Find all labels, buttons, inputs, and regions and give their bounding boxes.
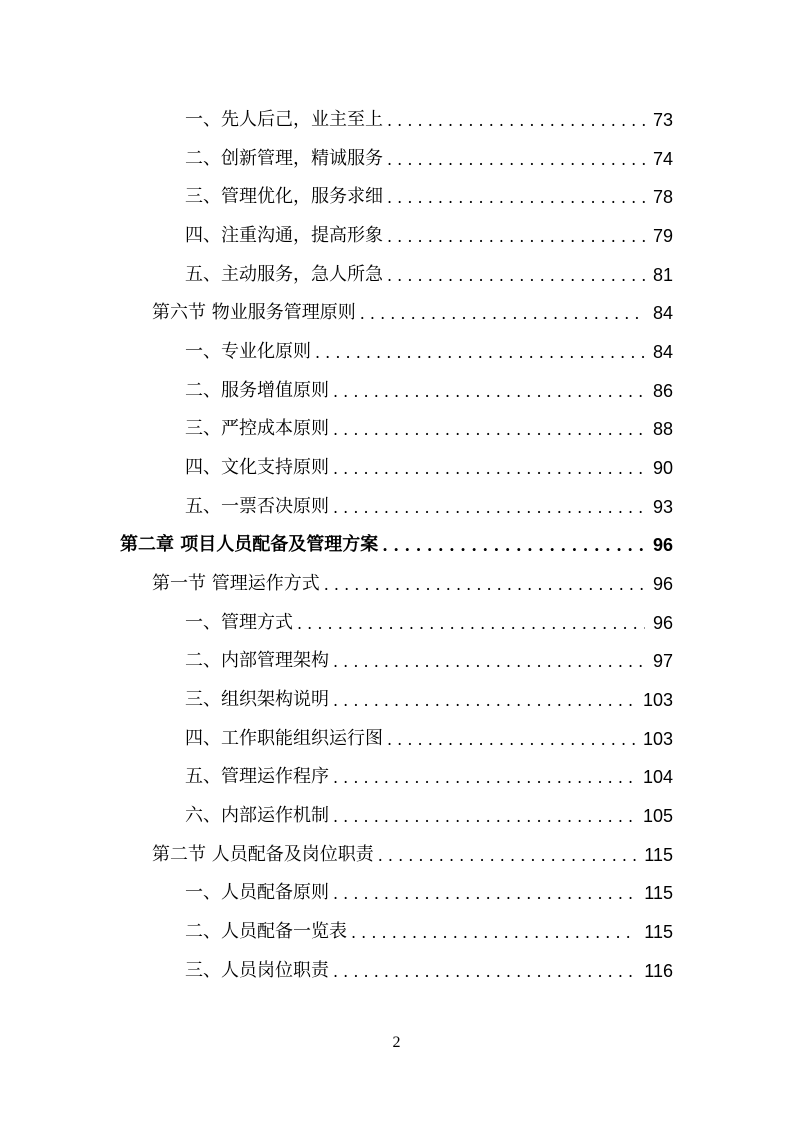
toc-entry[interactable]	[185, 217, 673, 256]
toc-entry-label: 一、人员配备原则	[185, 882, 329, 904]
toc-leader-dots	[333, 770, 635, 786]
toc-entry-label: 一、专业化原则	[185, 341, 311, 363]
toc-leader-dots	[382, 538, 645, 554]
toc-entry-label: 第二节 人员配备及岗位职责	[152, 844, 374, 866]
toc-entry-page: 103	[642, 729, 673, 750]
page-number: 2	[392, 1034, 401, 1051]
toc-leader-dots	[333, 461, 645, 477]
toc-entry-page: 115	[644, 845, 673, 866]
toc-leader-dots	[333, 886, 636, 902]
toc-entry[interactable]	[185, 681, 673, 720]
toc-entry-page: 104	[642, 767, 673, 788]
toc-entry-chapter[interactable]	[120, 526, 673, 565]
toc-entry-page: 79	[652, 226, 673, 247]
toc-entry[interactable]	[185, 642, 673, 681]
toc-leader-dots	[387, 152, 645, 168]
toc-leader-dots	[387, 113, 645, 129]
toc-entry[interactable]	[185, 952, 673, 991]
toc-entry[interactable]	[185, 256, 673, 295]
toc-entry-label: 一、管理方式	[185, 612, 293, 634]
toc-entry[interactable]	[185, 140, 673, 179]
toc-entry-page: 96	[652, 535, 673, 556]
toc-entry-page: 81	[652, 265, 673, 286]
toc-entry-page: 103	[642, 690, 673, 711]
toc-leader-dots	[387, 268, 645, 284]
toc-entry-page: 74	[652, 149, 673, 170]
toc-entry-label: 三、严控成本原则	[185, 418, 329, 440]
toc-leader-dots	[333, 422, 645, 438]
toc-entry-label: 二、服务增值原则	[185, 380, 329, 402]
toc-entry[interactable]	[152, 565, 673, 604]
toc-entry-label: 三、组织架构说明	[185, 689, 329, 711]
toc-entry-page: 88	[652, 419, 673, 440]
toc-entry[interactable]	[185, 913, 673, 952]
toc-leader-dots	[378, 848, 637, 864]
toc-leader-dots	[351, 925, 636, 941]
toc-entry[interactable]	[185, 410, 673, 449]
toc-entry-label: 五、一票否决原则	[185, 496, 329, 518]
toc-entry[interactable]	[185, 604, 673, 643]
toc-entry-page: 116	[644, 961, 673, 982]
toc-entry-page: 115	[644, 883, 673, 904]
toc-entry[interactable]	[185, 178, 673, 217]
toc-entry-page: 86	[652, 381, 673, 402]
toc-entry-page: 115	[644, 922, 673, 943]
toc-entry-page: 97	[652, 651, 673, 672]
toc-entry-page: 90	[652, 458, 673, 479]
toc-entry[interactable]	[185, 720, 673, 759]
toc-entry[interactable]	[152, 294, 673, 333]
toc-leader-dots	[333, 693, 635, 709]
toc-leader-dots	[333, 809, 635, 825]
toc-entry-label: 四、文化支持原则	[185, 457, 329, 479]
toc-entry-page: 93	[652, 497, 673, 518]
toc-entry-label: 一、先人后己，业主至上	[185, 109, 383, 131]
toc-entry[interactable]	[152, 836, 673, 875]
toc-entry[interactable]	[185, 333, 673, 372]
toc-entry[interactable]	[185, 488, 673, 527]
toc-entry-label: 三、管理优化，服务求细	[185, 186, 383, 208]
toc-entry-label: 五、管理运作程序	[185, 766, 329, 788]
toc-entry-label: 六、内部运作机制	[185, 805, 329, 827]
toc-leader-dots	[387, 190, 645, 206]
toc-leader-dots	[315, 345, 645, 361]
toc-entry[interactable]	[185, 372, 673, 411]
toc-entry[interactable]	[185, 449, 673, 488]
toc-leader-dots	[333, 500, 645, 516]
toc-entry-label: 第六节 物业服务管理原则	[152, 302, 356, 324]
toc-leader-dots	[333, 964, 636, 980]
toc-leader-dots	[387, 229, 645, 245]
toc-entry-label: 四、工作职能组织运行图	[185, 728, 383, 750]
toc-entry-label: 二、创新管理，精诚服务	[185, 148, 383, 170]
toc-entry-label: 第一节 管理运作方式	[152, 573, 320, 595]
toc-entry[interactable]	[185, 758, 673, 797]
toc-entry-label: 第二章 项目人员配备及管理方案	[120, 534, 379, 556]
toc-entry-page: 105	[642, 806, 673, 827]
toc-leader-dots	[297, 616, 645, 632]
toc-leader-dots	[324, 577, 645, 593]
toc-entry-page: 73	[652, 110, 673, 131]
toc-entry-label: 二、人员配备一览表	[185, 921, 347, 943]
toc-leader-dots	[333, 654, 645, 670]
toc-entry-label: 三、人员岗位职责	[185, 960, 329, 982]
toc-entry-page: 78	[652, 187, 673, 208]
toc-entry-page: 96	[652, 613, 673, 634]
toc-leader-dots	[387, 732, 635, 748]
toc-entry-label: 四、注重沟通，提高形象	[185, 225, 383, 247]
toc-leader-dots	[333, 384, 645, 400]
toc-entry-label: 五、主动服务，急人所急	[185, 264, 383, 286]
toc-entry-page: 96	[652, 574, 673, 595]
toc-entry[interactable]	[185, 797, 673, 836]
toc-entry-page: 84	[652, 303, 673, 324]
toc-leader-dots	[360, 306, 645, 322]
toc-entry-page: 84	[652, 342, 673, 363]
toc-entry[interactable]	[185, 101, 673, 140]
toc-entry[interactable]	[185, 874, 673, 913]
toc-entry-label: 二、内部管理架构	[185, 650, 329, 672]
